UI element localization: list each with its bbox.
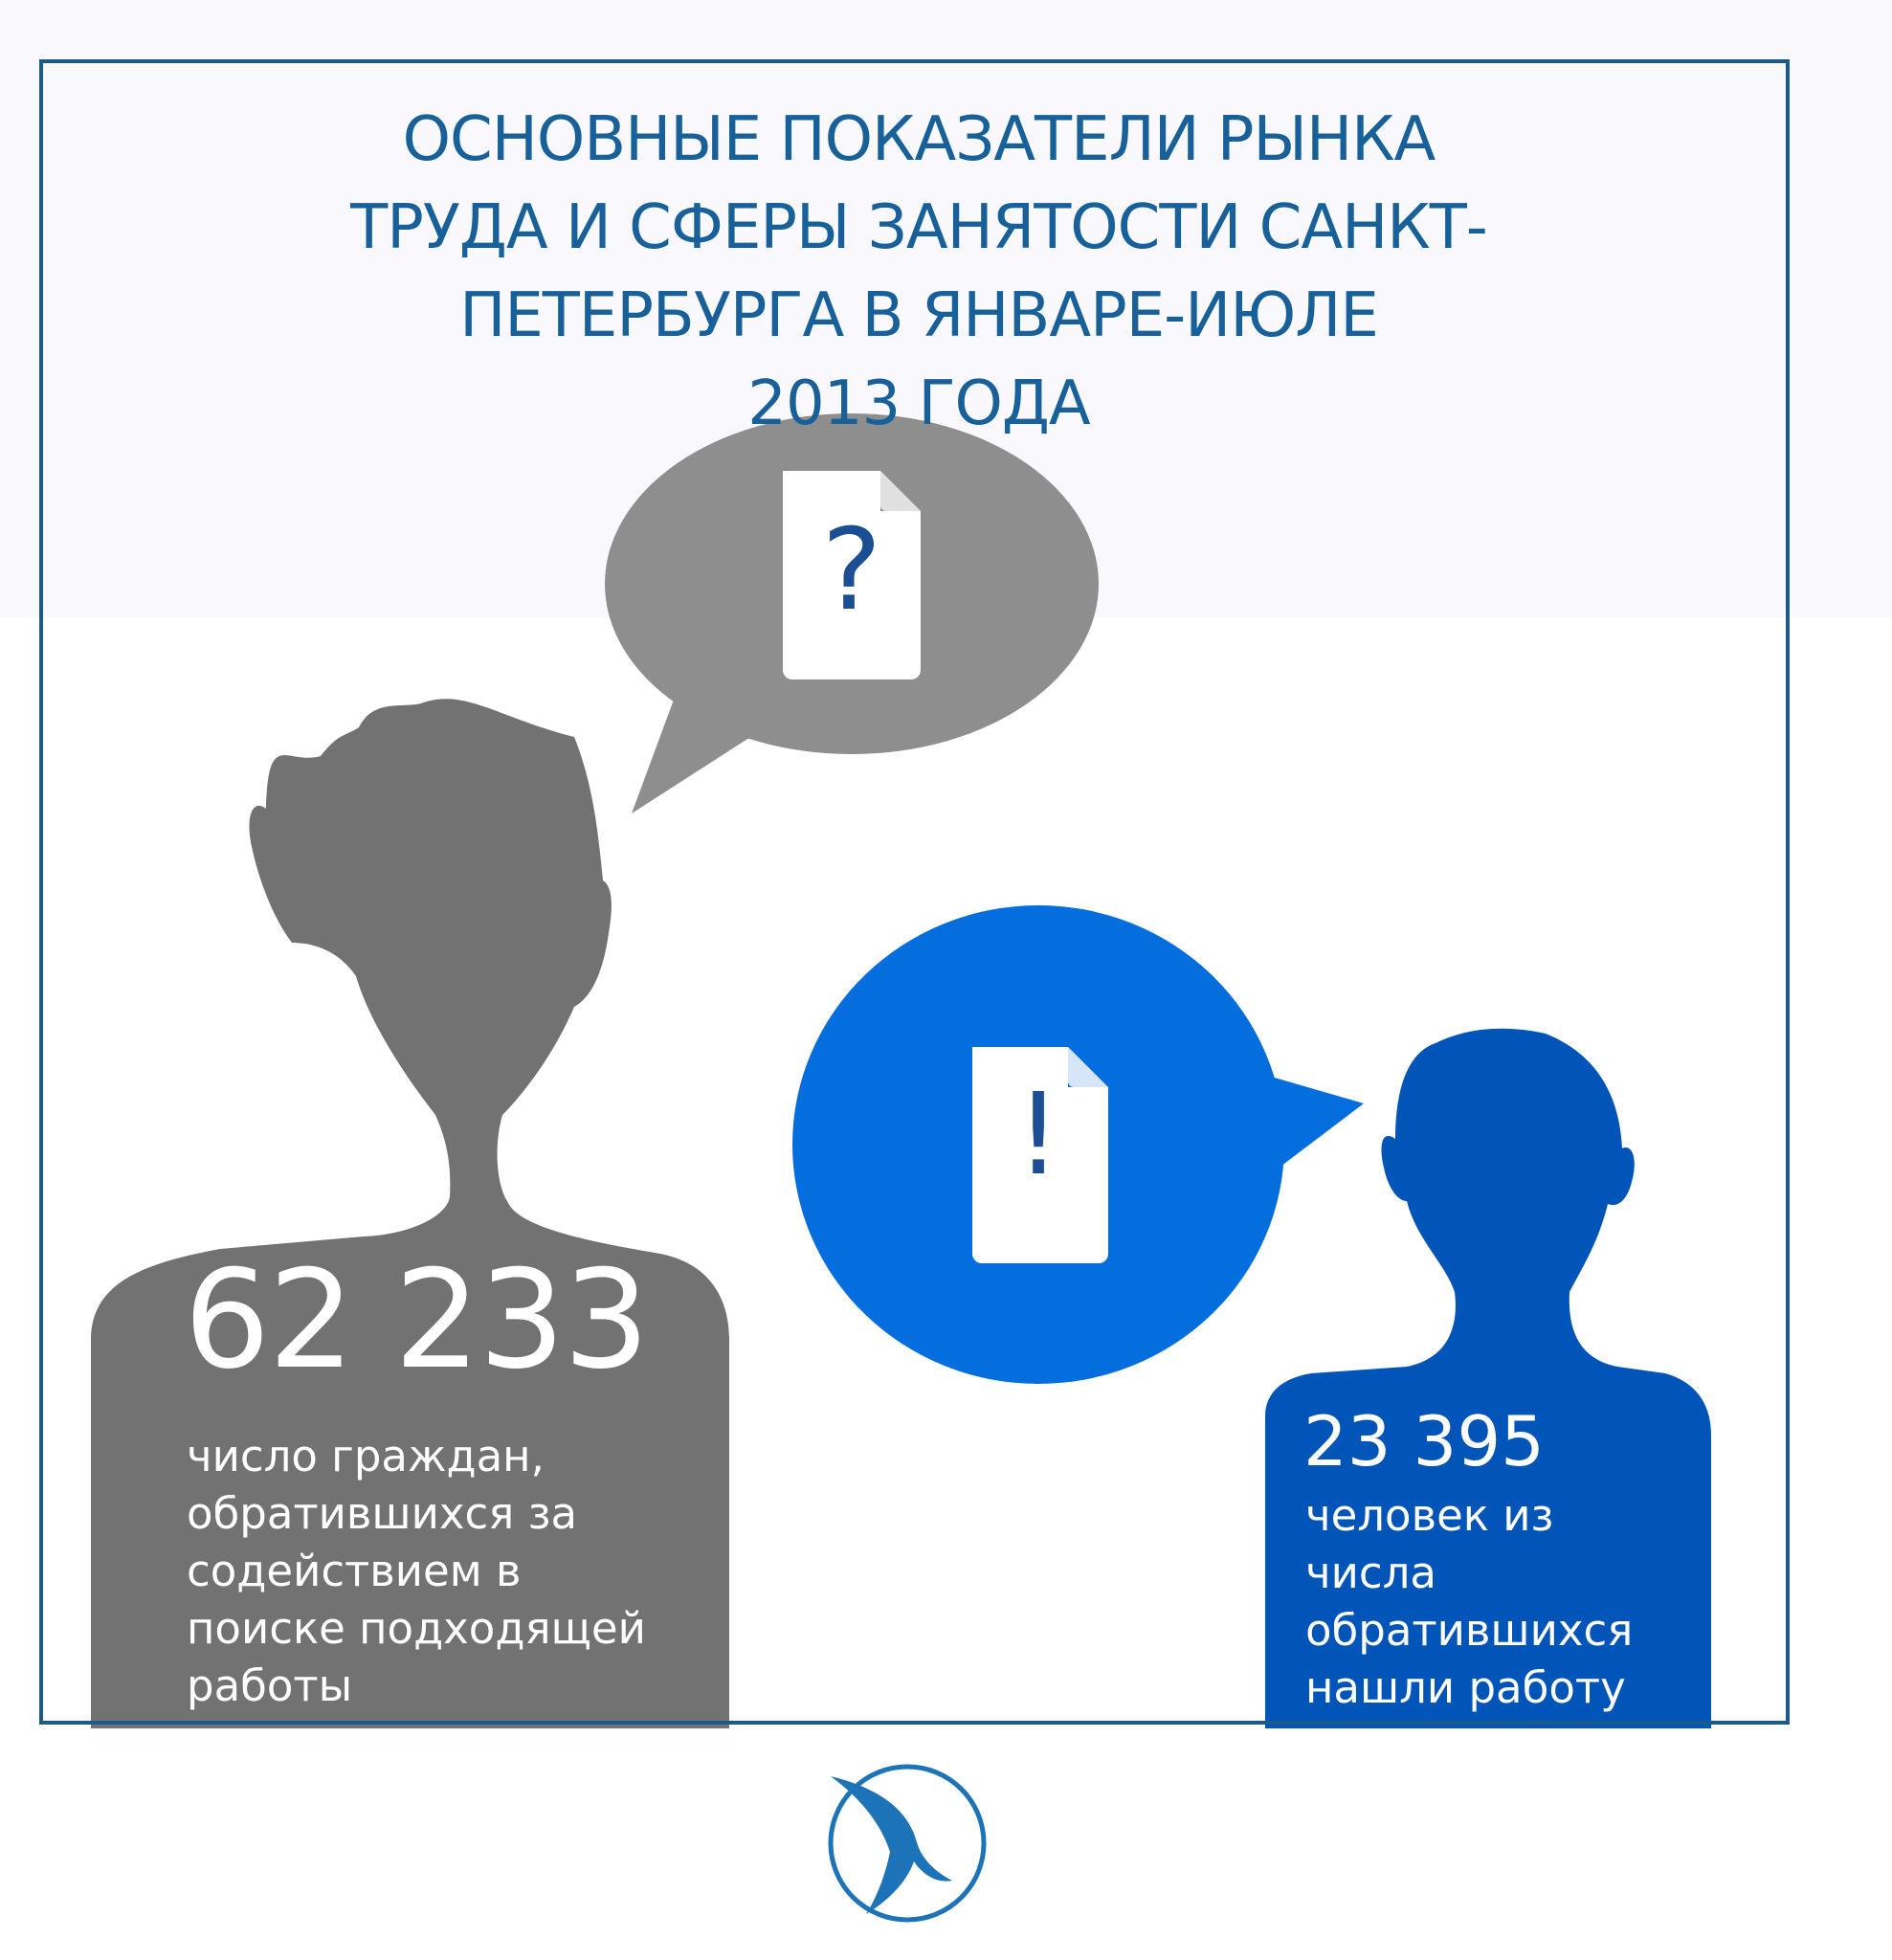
title-line: ОСНОВНЫЕ ПОКАЗАТЕЛИ РЫНКА xyxy=(402,104,1436,175)
description-line: работы xyxy=(187,1660,353,1711)
description-line: числа xyxy=(1305,1548,1436,1598)
page-title xyxy=(287,96,1550,448)
title-line: 2013 ГОДА xyxy=(747,368,1090,439)
title-line: ТРУДА И СФЕРЫ ЗАНЯТОСТИ САНКТ- xyxy=(350,192,1487,263)
title-line: ПЕТЕРБУРГА В ЯНВАРЕ-ИЮЛЕ xyxy=(459,280,1378,351)
employed-count: 23 395 xyxy=(1303,1401,1545,1481)
description-line: обратившихся за xyxy=(187,1488,578,1539)
description-line: нашли работу xyxy=(1305,1662,1626,1713)
description-line: человек из xyxy=(1305,1490,1554,1541)
applicants-count: 62 233 xyxy=(184,1241,648,1399)
employed-description xyxy=(1305,1487,1633,1717)
eagle-logo-icon xyxy=(831,1767,984,1920)
exclamation-mark: ! xyxy=(1015,1068,1061,1200)
description-line: число граждан, xyxy=(187,1431,545,1481)
applicants-description xyxy=(187,1428,646,1715)
question-mark: ? xyxy=(821,503,882,635)
description-line: поиске подходящей xyxy=(187,1603,646,1654)
description-line: обратившихся xyxy=(1305,1605,1634,1656)
description-line: содействием в xyxy=(187,1546,522,1596)
